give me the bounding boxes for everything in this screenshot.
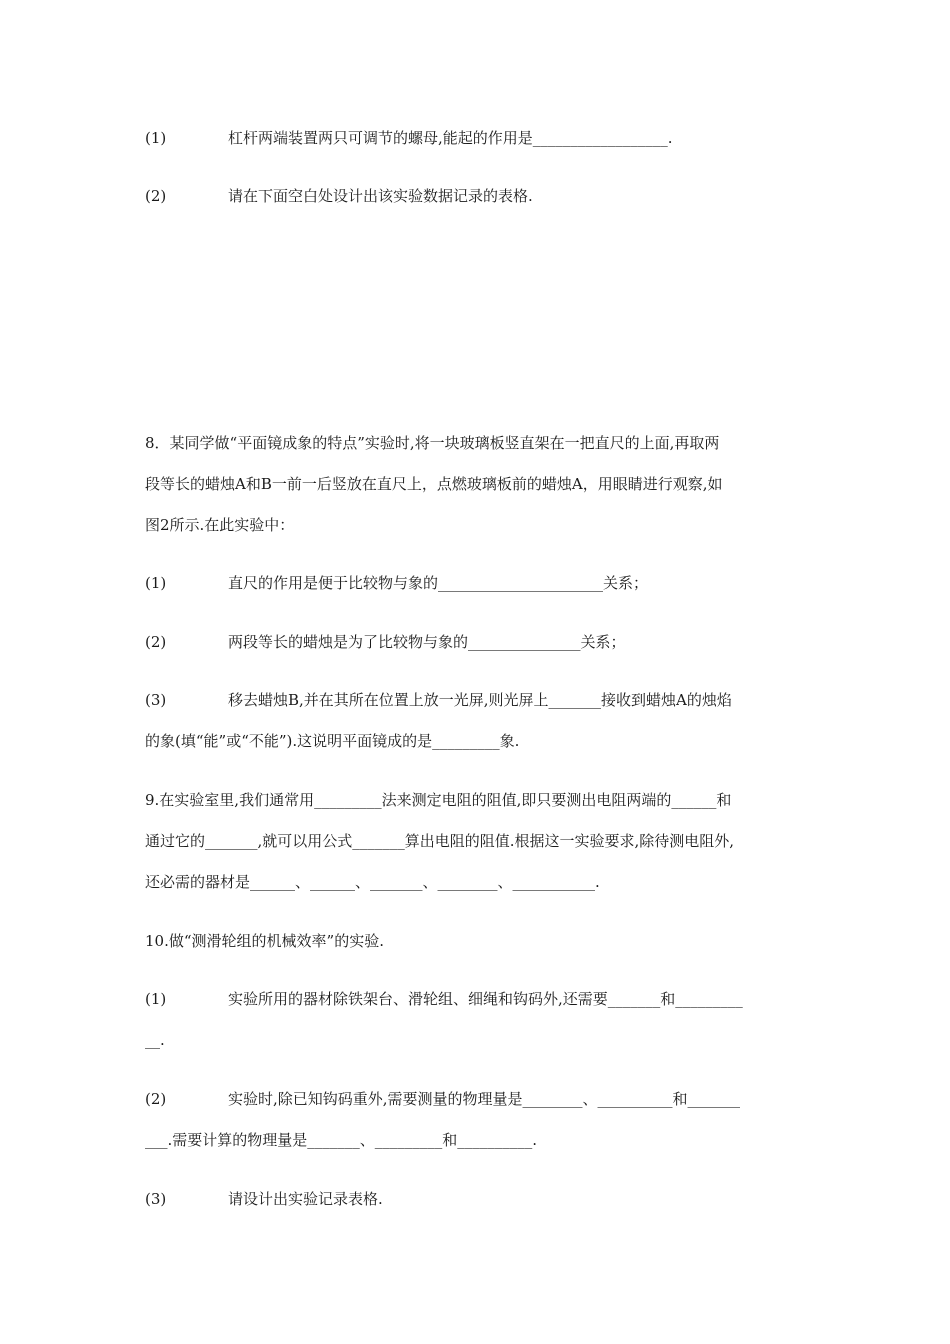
q8-sub-1-text: 直尺的作用是便于比较物与象的______________________关系； (228, 574, 649, 592)
q10-sub-1-text: 实验所用的器材除铁架台、滑轮组、细绳和钩码外,还需要_______和_________ (228, 990, 743, 1008)
item-1-text: 杠杆两端装置两只可调节的螺母,能起的作用是__________________. (228, 129, 673, 147)
q8-sub-2-text: 两段等长的蜡烛是为了比较物与象的_______________关系； (228, 633, 626, 651)
q10-sub-2-continuation: ___.需要计算的物理量是_______、_________和__________. (145, 1131, 538, 1149)
q9-line-3: 还必需的器材是______、______、_______、________、___________. (145, 873, 600, 891)
q10-sub-3-number: (3) (145, 1190, 167, 1208)
q8-intro-line-3: 图2所示.在此实验中： (145, 516, 295, 534)
q8-sub-3-number: (3) (145, 691, 167, 709)
item-1-number: (1) (145, 129, 167, 147)
item-2-text: 请在下面空白处设计出该实验数据记录的表格. (228, 187, 533, 205)
q8-intro-line-2: 段等长的蜡烛A和B一前一后竖放在直尺上，点燃玻璃板前的蜡烛A，用眼睛进行观察,如 (145, 475, 723, 493)
q9-line-2: 通过它的_______,就可以用公式_______算出电阻的阻值.根据这一实验要求,除待测电阻外, (145, 832, 735, 850)
q10-sub-3-text: 请设计出实验记录表格. (228, 1190, 383, 1208)
q10-sub-2-text: 实验时,除已知钩码重外,需要测量的物理量是________、__________和_______ (228, 1090, 741, 1108)
item-2-number: (2) (145, 187, 167, 205)
q9-line-1: 9.在实验室里,我们通常用_________法来测定电阻的阻值,即只要测出电阻两端的______和 (145, 791, 732, 809)
q8-sub-3-text: 移去蜡烛B,并在其所在位置上放一光屏,则光屏上_______接收到蜡烛A的烛焰 (228, 691, 732, 709)
q10-title: 10.做“测滑轮组的机械效率”的实验. (145, 932, 384, 950)
q8-sub-2-number: (2) (145, 633, 167, 651)
q8-sub-3-continuation: 的象(填“能”或“不能”).这说明平面镜成的是_________象. (145, 732, 520, 750)
q8-sub-1-number: (1) (145, 574, 167, 592)
q10-sub-2-number: (2) (145, 1090, 167, 1108)
q10-sub-1-continuation: __. (145, 1031, 165, 1049)
q10-sub-1-number: (1) (145, 990, 167, 1008)
q8-intro-line-1: 8．某同学做“平面镜成象的特点”实验时,将一块玻璃板竖直架在一把直尺的上面,再取两 (145, 434, 720, 452)
